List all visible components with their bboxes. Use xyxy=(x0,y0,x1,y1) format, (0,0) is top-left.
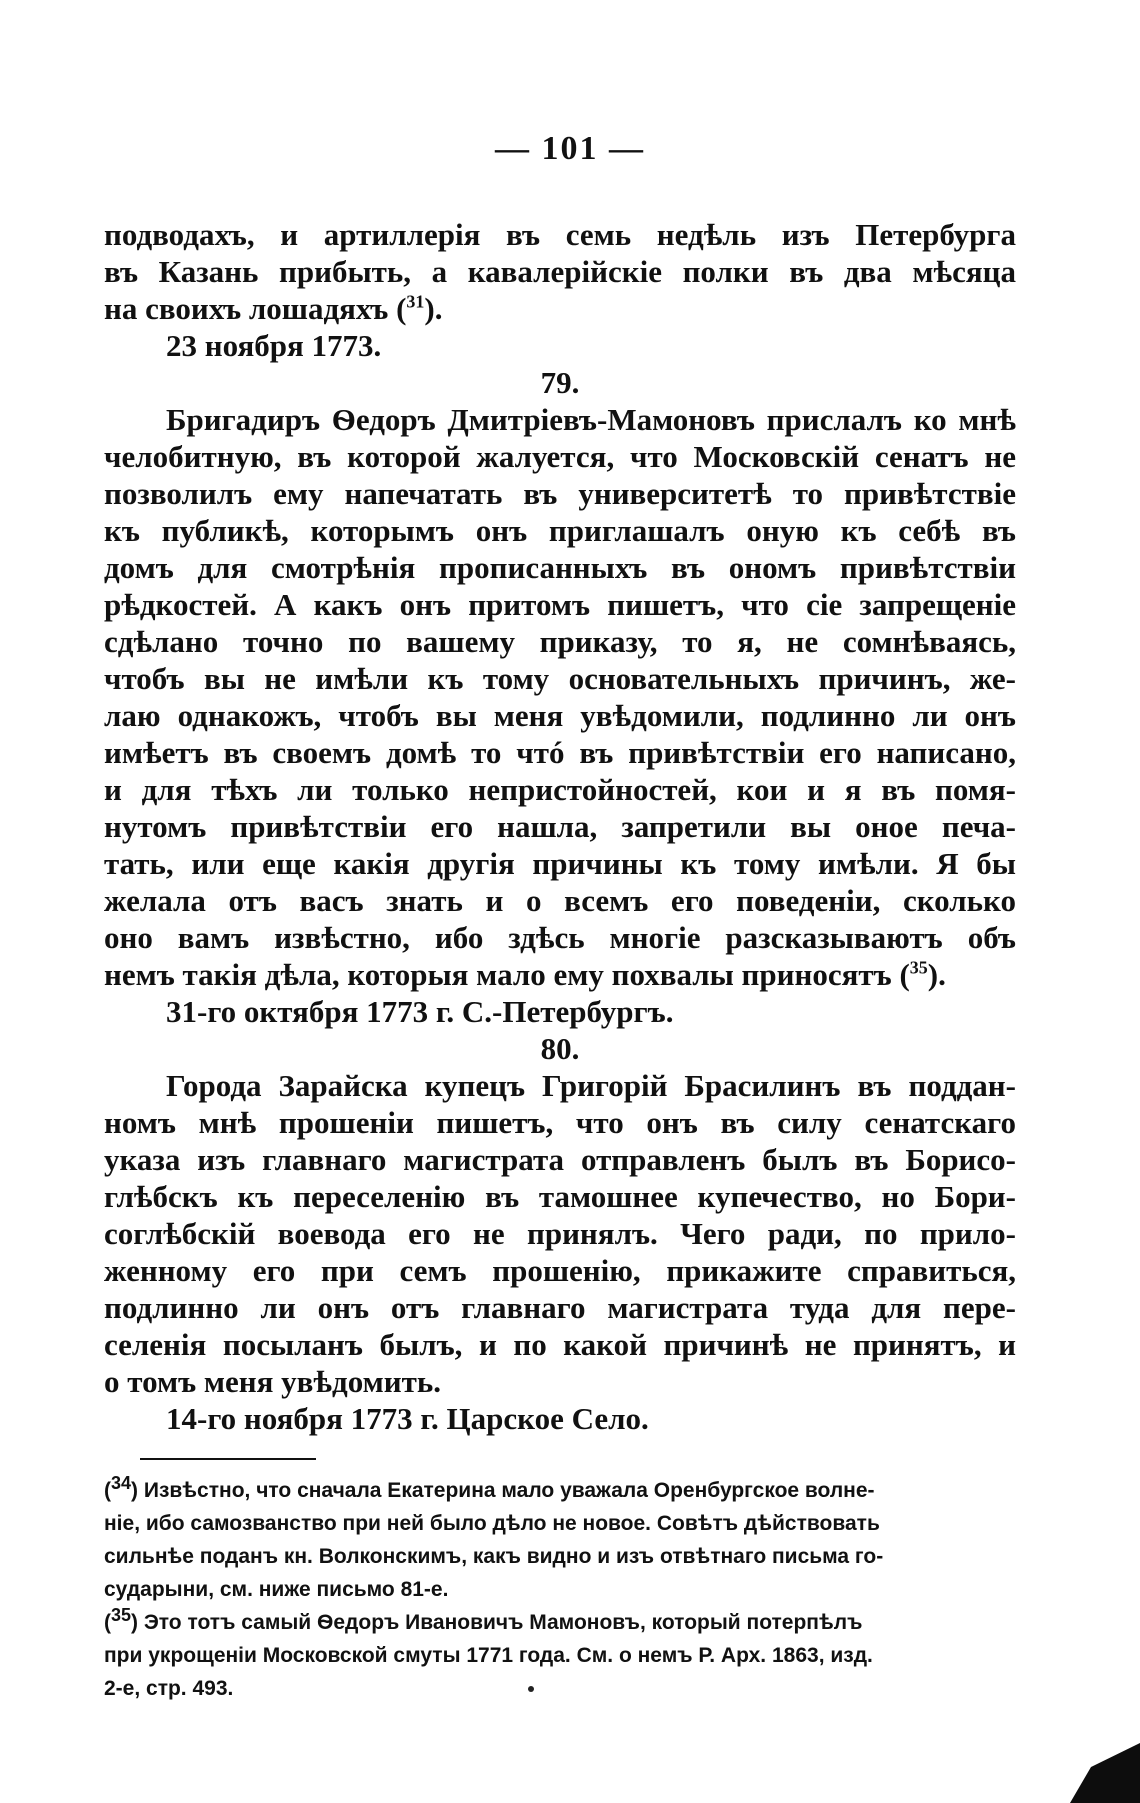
text-line: о томъ меня увѣдомить. xyxy=(104,1364,441,1399)
footnote-marker-35: 35 xyxy=(111,1605,132,1625)
footnote-34-line: сильнѣе поданъ кн. Волконскимъ, какъ видно и изъ отвѣтнаго письма го- xyxy=(104,1545,884,1568)
text-line: желала отъ васъ знать и о всемъ его поведеніи, сколько xyxy=(104,883,1016,918)
text-fragment: ). xyxy=(424,291,443,326)
footnote-35-line: 2-е, стр. 493. xyxy=(104,1677,234,1700)
text-line: подлинно ли онъ отъ главнаго магистрата туда для пере- xyxy=(104,1290,1016,1325)
text-line: подводахъ, и артиллерія въ семь недѣль изъ Петербурга xyxy=(104,217,1016,252)
text-line: домъ для смотрѣнія прописанныхъ въ ономъ привѣтствіи xyxy=(104,550,1016,585)
footnote-divider xyxy=(140,1458,316,1460)
text-line: въ Казань прибыть, а кавалерійскіе полки въ два мѣсяца xyxy=(104,254,1016,289)
footnote-text: ) Извѣстно, что сначала Екатерина мало уважала Оренбургское волне- xyxy=(131,1479,875,1502)
text-line: рѣдкостей. А какъ онъ притомъ пишетъ, что сіе запрещеніе xyxy=(104,587,1016,622)
date-line: 23 ноября 1773. xyxy=(166,328,382,363)
text-line: глѣбскъ къ переселенію въ тамошнее купечество, но Бори- xyxy=(104,1179,1016,1214)
scan-corner-artifact xyxy=(1070,1743,1140,1803)
letter-number-80: 80. xyxy=(540,1031,580,1066)
footnote-ref-35: 35 xyxy=(909,957,928,978)
date-line: 14-го ноября 1773 г. Царское Село. xyxy=(166,1401,649,1436)
text-line: имѣетъ въ своемъ домѣ то чтó въ привѣтствіи его написано, xyxy=(104,735,1016,770)
footnote-ref-34: 31 xyxy=(406,291,425,312)
text-line: Города Зарайска купецъ Григорій Брасилинъ въ поддан- xyxy=(166,1068,1016,1103)
page-number: — 101 — xyxy=(495,130,645,167)
text-line: селенія посыланъ былъ, и по какой причинѣ не принятъ, и xyxy=(104,1327,1016,1362)
text-line: нутомъ привѣтствіи его нашла, запретили вы оное печа- xyxy=(104,809,1016,844)
text-line: лаю однакожъ, чтобъ вы меня увѣдомили, подлинно ли онъ xyxy=(104,698,1016,733)
letter-number-79: 79. xyxy=(540,365,580,400)
text-fragment: немъ такія дѣла, которыя мало ему похвалы приносятъ ( xyxy=(104,957,910,992)
text-line: чтобъ вы не имѣли къ тому основательныхъ причинъ, же- xyxy=(104,661,1016,696)
text-line: и для тѣхъ ли только непристойностей, кои и я въ помя- xyxy=(104,772,1016,807)
text-line: челобитную, въ которой жалуется, что Московскій сенатъ не xyxy=(104,439,1016,474)
text-line: Бригадиръ Ѳедоръ Дмитріевъ-Мамоновъ прислалъ ко мнѣ xyxy=(166,402,1016,437)
main-text xyxy=(104,216,1016,1437)
text-line: сдѣлано точно по вашему приказу, то я, не сомнѣваясь, xyxy=(104,624,1016,659)
footnote-34-line: ($^{34}$) Извѣстно, что сначала Екатерина мало уважала Оренбургское волне- xyxy=(104,1473,875,1502)
text-line: тать, или еще какія другія причины къ тому имѣли. Я бы xyxy=(104,846,1016,881)
footnote-marker-34: 34 xyxy=(111,1473,132,1493)
date-line: 31-го октября 1773 г. С.-Петербургъ. xyxy=(166,994,674,1029)
footnote-text: ) Это тотъ самый Ѳедоръ Ивановичъ Мамоновъ, который потерпѣлъ xyxy=(131,1611,863,1634)
text-line xyxy=(104,956,1016,993)
text-line: женному его при семъ прошенію, прикажите справиться, xyxy=(104,1253,1016,1288)
text-line: соглѣбскій воевода его не принялъ. Чего ради, по прило- xyxy=(104,1216,1016,1251)
footnotes xyxy=(104,1474,1016,1705)
text-line xyxy=(104,290,1016,327)
text-line: номъ мнѣ прошеніи пишетъ, что онъ въ силу сенатскаго xyxy=(104,1105,1016,1140)
text-fragment: ). xyxy=(927,957,946,992)
footnote-34-line: сударыни, см. ниже письмо 81-е. xyxy=(104,1578,449,1601)
footnote-35-line: при укрощеніи Московской смуты 1771 года. См. о немъ Р. Арх. 1863, изд. xyxy=(104,1644,873,1667)
text-line: къ публикѣ, которымъ онъ приглашалъ оную къ себѣ въ xyxy=(104,513,1016,548)
text-line: оно вамъ извѣстно, ибо здѣсь многіе разсказываютъ объ xyxy=(104,920,1016,955)
text-line: указа изъ главнаго магистрата отправленъ былъ въ Борисо- xyxy=(104,1142,1016,1177)
text-line: позволилъ ему напечатать въ университетѣ то привѣтствіе xyxy=(104,476,1016,511)
footnote-34-line: ніе, ибо самозванство при ней было дѣло не новое. Совѣтъ дѣйствовать xyxy=(104,1512,880,1535)
text-fragment: на своихъ лошадяхъ ( xyxy=(104,291,407,326)
footnote-35-line: ($^{35}$) Это тотъ самый Ѳедоръ Ивановичъ Мамоновъ, который потерпѣлъ xyxy=(104,1605,863,1634)
scan-dot xyxy=(528,1686,534,1692)
